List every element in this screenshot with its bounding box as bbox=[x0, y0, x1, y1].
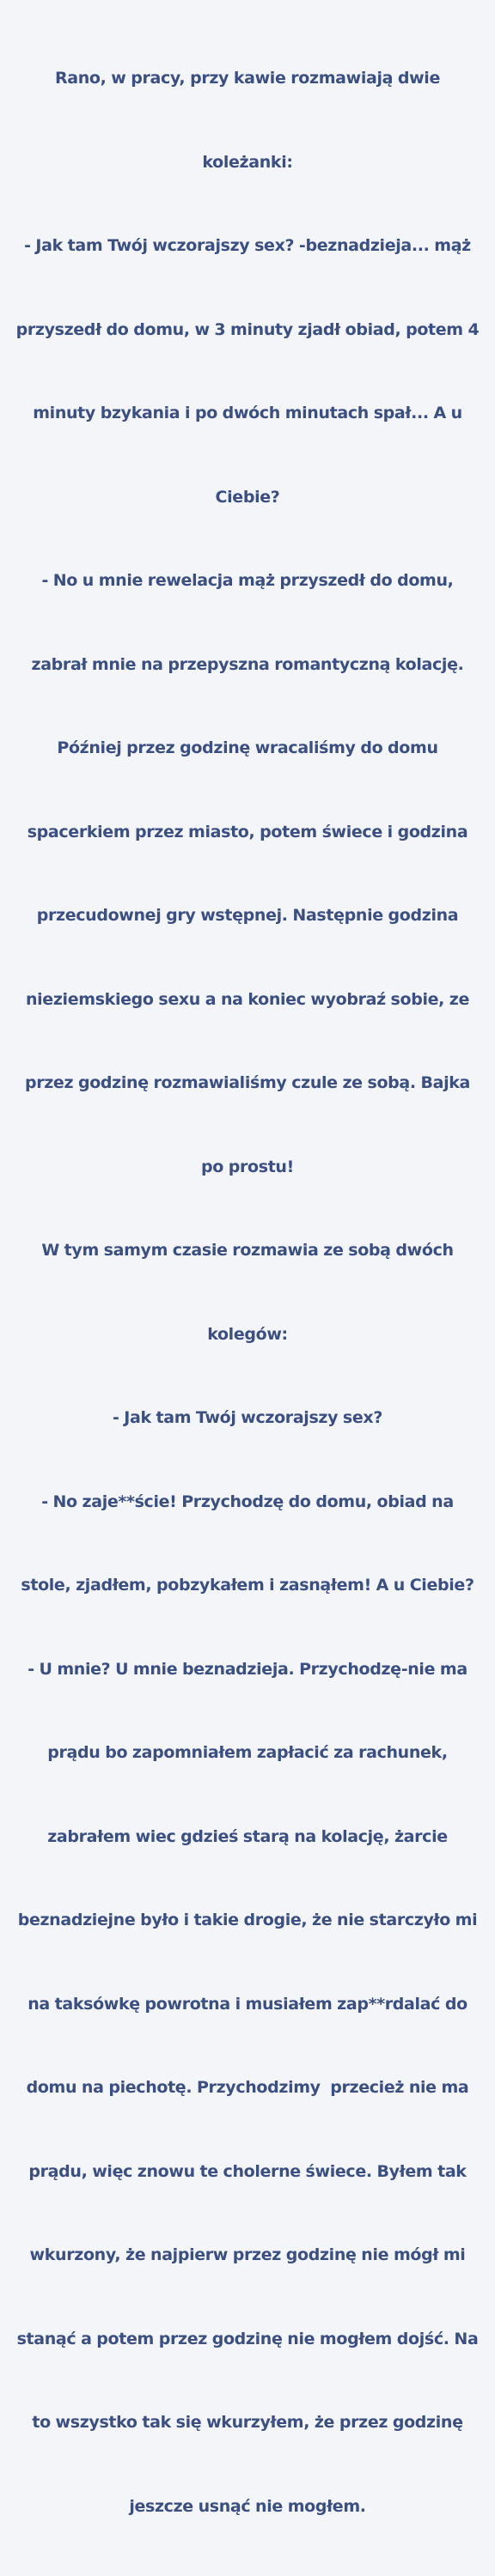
story-line: Później przez godzinę wracaliśmy do domu bbox=[57, 738, 438, 757]
story-line: beznadziejne było i takie drogie, że nie starczyło mi bbox=[17, 1911, 478, 1929]
story-line: prądu, więc znowu te cholerne świece. Byłem tak bbox=[28, 2161, 467, 2181]
story-text bbox=[2, 9, 493, 2576]
story-line: prądu bo zapomniałem zapłacić za rachunek, bbox=[47, 1743, 448, 1762]
story-line: - No u mnie rewelacja mąż przyszedł do domu, bbox=[41, 571, 454, 590]
story-line: przyszedł do domu, w 3 minuty zjadł obiad, potem 4 bbox=[15, 319, 480, 339]
story-line: kolegów: bbox=[207, 1324, 288, 1344]
story-line: Ciebie? bbox=[215, 487, 280, 507]
story-line: przez godzinę rozmawialiśmy czule ze sobą. Bajka bbox=[24, 1073, 471, 1092]
story-line: koleżanki: bbox=[202, 152, 293, 172]
story-line: minuty bzykania i po dwóch minutach spał... A u bbox=[33, 404, 462, 422]
story-line: zabrałem wiec gdzieś starą na kolację, żarcie bbox=[47, 1826, 448, 1846]
story-line: stanąć a potem przez godzinę nie mogłem dojść. Na bbox=[16, 2329, 479, 2348]
story-line: zabrał mnie na przepyszna romantyczną kolację. bbox=[31, 654, 464, 674]
story-line: - Jak tam Twój wczorajszy sex? bbox=[112, 1408, 383, 1427]
story-line: - Jak tam Twój wczorajszy sex? -beznadzieja... mąż bbox=[24, 236, 471, 255]
story-line: stole, zjadłem, pobzykałem i zasnąłem! A u Ciebie? bbox=[21, 1576, 474, 1595]
story-line: - No zaje**ście! Przychodzę do domu, obiad na bbox=[41, 1492, 454, 1511]
story-line: Rano, w pracy, przy kawie rozmawiają dwie bbox=[54, 69, 441, 88]
story-line: spacerkiem przez miasto, potem świece i godzina bbox=[27, 822, 468, 841]
story-line: domu na piechotę. Przychodzimy przecież nie ma bbox=[26, 2078, 469, 2097]
story-line: to wszystko tak się wkurzyłem, że przez godzinę bbox=[32, 2413, 463, 2432]
story-line: - U mnie? U mnie beznadzieja. Przychodzę-nie ma bbox=[28, 1659, 468, 1679]
story-line: wkurzony, że najpierw przez godzinę nie mógł mi bbox=[29, 2245, 466, 2264]
story-line: na taksówkę powrotna i musiałem zap**rdalać do bbox=[28, 1994, 468, 2014]
story-line: po prostu! bbox=[201, 1157, 294, 1176]
story-line: W tym samym czasie rozmawia ze sobą dwóch bbox=[41, 1241, 454, 1260]
story-line: nieziemskiego sexu a na koniec wyobraź sobie, ze bbox=[25, 989, 470, 1009]
story-line: jeszcze usnąć nie mogłem. bbox=[129, 2496, 366, 2516]
story-line: przecudownej gry wstępnej. Następnie godzina bbox=[36, 906, 459, 925]
